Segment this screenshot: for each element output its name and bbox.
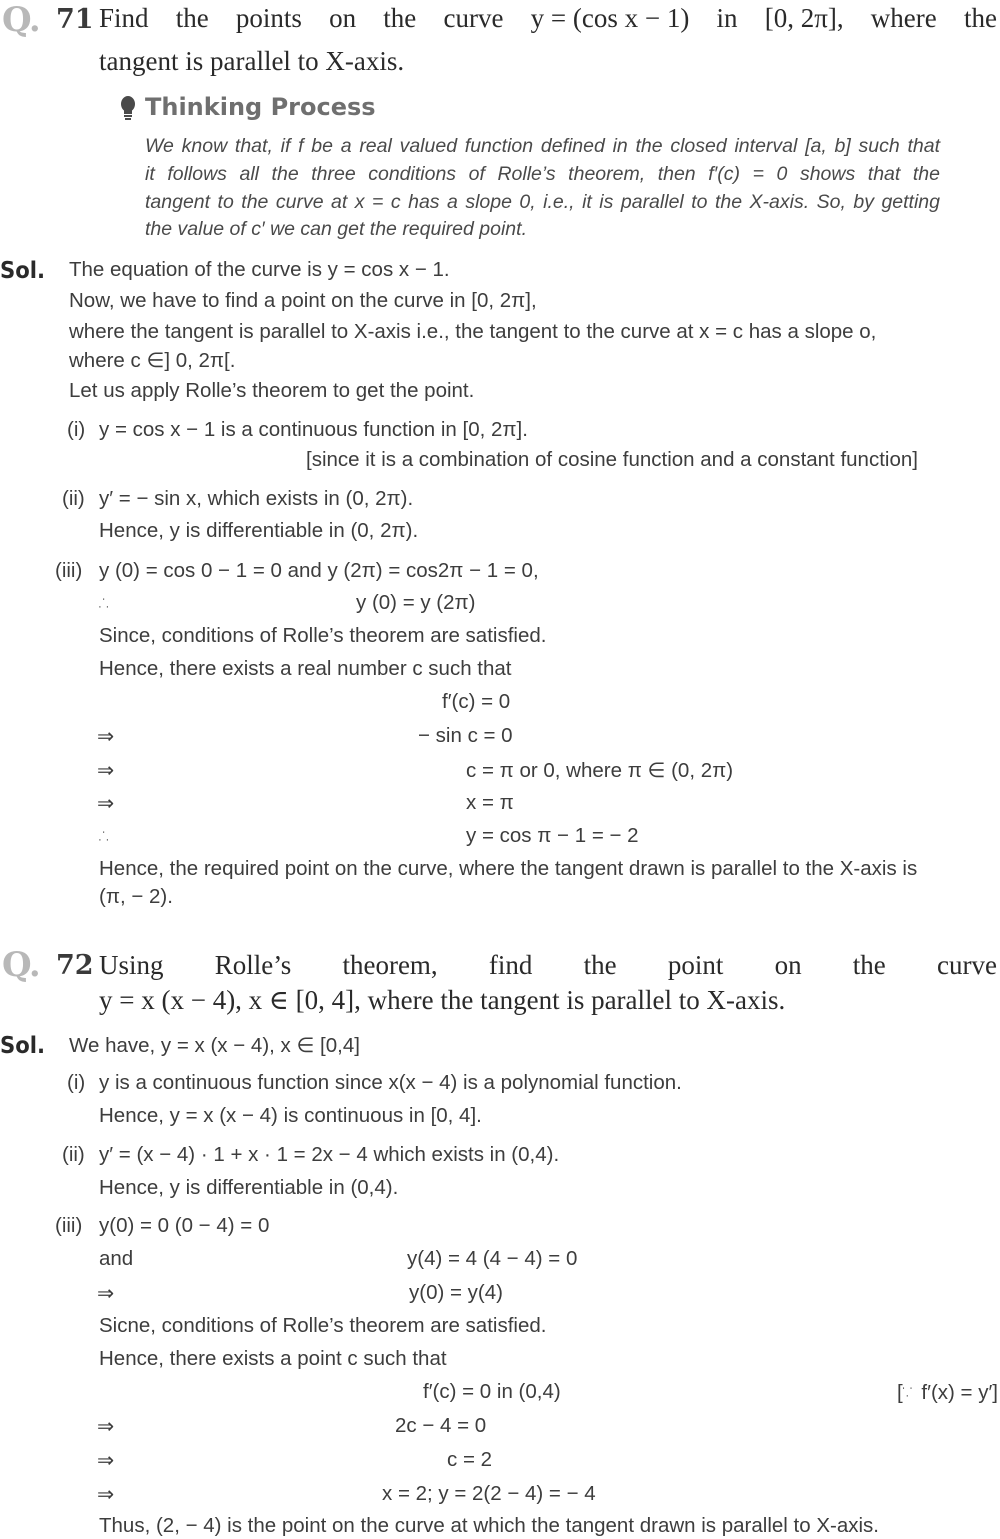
q71-word: [0, 2π], xyxy=(764,3,844,33)
implies-symbol: ⇒ xyxy=(97,792,115,815)
step-label: (ii) xyxy=(62,487,85,510)
step-text: Hence, there exists a real number c such that xyxy=(99,657,512,680)
thinking-line: We know that, if f be a real valued function defined in the closed interval [a, b] such that xyxy=(145,135,940,157)
conclusion: Thus, (2, − 4) is the point on the curve at which the tangent drawn is parallel to X-axis. xyxy=(99,1514,879,1537)
question-71-line-2: tangent is parallel to X-axis. xyxy=(99,46,405,76)
step-text: y (0) = cos 0 − 1 = 0 and y (2π) = cos2π − 1 = 0, xyxy=(99,559,539,582)
q72-word: curve xyxy=(937,950,997,980)
equation: c = π or 0, where π ∈ (0, 2π) xyxy=(466,759,734,782)
lightbulb-icon xyxy=(119,95,137,121)
solution-line: where the tangent is parallel to X-axis i.e., the tangent to the curve at x = c has a slope o, xyxy=(69,320,877,343)
step-text: Sicne, conditions of Rolle’s theorem are satisfied. xyxy=(99,1314,547,1337)
question-label-71: Q. xyxy=(2,0,40,40)
step-text: y′ = (x − 4) · 1 + x · 1 = 2x − 4 which exists in (0,4). xyxy=(99,1143,560,1166)
implies-symbol: ⇒ xyxy=(97,1415,115,1438)
question-label-72: Q. xyxy=(2,945,40,985)
equation: y(4) = 4 (4 − 4) = 0 xyxy=(407,1247,578,1270)
equation: − sin c = 0 xyxy=(418,724,513,747)
q71-word: in xyxy=(716,3,738,33)
q72-word: the xyxy=(852,950,886,980)
step-label: (iii) xyxy=(55,1214,83,1237)
thinking-line: it follows all the three conditions of Rolle’s theorem, then f′(c) = 0 shows that the xyxy=(145,163,940,185)
thinking-process-title: Thinking Process xyxy=(145,93,376,121)
q71-word: points xyxy=(235,3,302,33)
therefore-symbol: ∴ xyxy=(99,825,113,848)
step-label: (i) xyxy=(67,418,86,441)
q72-word: on xyxy=(774,950,802,980)
equation-note: [∵ f′(x) = y′] xyxy=(896,1381,998,1404)
step-label: (i) xyxy=(67,1071,86,1094)
solution-label-71: Sol. xyxy=(0,258,46,284)
step-text: Hence, y = x (x − 4) is continuous in [0, 4]. xyxy=(99,1104,482,1127)
conclusion: (π, − 2). xyxy=(99,885,173,908)
question-number-71: 71 xyxy=(56,4,94,35)
step-text: Since, conditions of Rolle’s theorem are satisfied. xyxy=(99,624,547,647)
solution-line: We have, y = x (x − 4), x ∈ [0,4] xyxy=(69,1034,360,1057)
step-label: (ii) xyxy=(62,1143,85,1166)
step-text: Hence, y is differentiable in (0,4). xyxy=(99,1176,399,1199)
step-text: y is a continuous function since x(x − 4) is a polynomial function. xyxy=(99,1071,682,1094)
step-text: Hence, there exists a point c such that xyxy=(99,1347,447,1370)
step-note: [since it is a combination of cosine function and a constant function] xyxy=(306,448,918,471)
q71-word: y = (cos x − 1) xyxy=(530,3,690,33)
q72-word: the xyxy=(583,950,617,980)
and-label: and xyxy=(99,1247,134,1270)
therefore-symbol: ∴ xyxy=(99,592,113,615)
equation: f′(c) = 0 xyxy=(442,690,511,713)
solution-line: Now, we have to find a point on the curve in [0, 2π], xyxy=(69,289,537,312)
q71-word: the xyxy=(963,3,997,33)
thinking-line: tangent to the curve at x = c has a slope 0, i.e., it is parallel to the X-axis. So, by getting xyxy=(145,191,940,213)
q72-word: point xyxy=(667,950,724,980)
solution-line: where c ∈] 0, 2π[. xyxy=(69,349,236,372)
q71-word: Find xyxy=(99,3,149,33)
q71-word: the xyxy=(175,3,209,33)
q72-word: Using xyxy=(99,950,164,980)
q71-word: the xyxy=(383,3,417,33)
step-text: Hence, y is differentiable in (0, 2π). xyxy=(99,519,419,542)
implies-symbol: ⇒ xyxy=(97,1483,115,1506)
implies-symbol: ⇒ xyxy=(97,1282,115,1305)
q72-word: find xyxy=(488,950,533,980)
equation: 2c − 4 = 0 xyxy=(395,1414,487,1437)
implies-symbol: ⇒ xyxy=(97,1449,115,1472)
solution-label-72: Sol. xyxy=(0,1033,46,1059)
equation: y(0) = y(4) xyxy=(409,1281,503,1304)
step-text: y(0) = 0 (0 − 4) = 0 xyxy=(99,1214,270,1237)
step-label: (iii) xyxy=(55,559,83,582)
equation: y = cos π − 1 = − 2 xyxy=(466,824,639,847)
implies-symbol: ⇒ xyxy=(97,759,115,782)
conclusion: Hence, the required point on the curve, where the tangent drawn is parallel to the X-axis is xyxy=(99,857,918,880)
equation: f′(c) = 0 in (0,4) xyxy=(423,1380,561,1403)
solution-line: Let us apply Rolle’s theorem to get the point. xyxy=(69,379,475,402)
q71-word: where xyxy=(870,3,937,33)
q71-word: on xyxy=(329,3,357,33)
question-number-72: 72 xyxy=(56,950,94,981)
implies-symbol: ⇒ xyxy=(97,725,115,748)
equation: y (0) = y (2π) xyxy=(356,591,476,614)
equation: x = 2; y = 2(2 − 4) = − 4 xyxy=(382,1482,596,1505)
step-text: y′ = − sin x, which exists in (0, 2π). xyxy=(99,487,414,510)
q72-word: Rolle’s xyxy=(214,950,292,980)
equation: c = 2 xyxy=(447,1448,493,1471)
question-72-line-2: y = x (x − 4), x ∈ [0, 4], where the tangent is parallel to X-axis. xyxy=(99,985,786,1015)
q71-word: curve xyxy=(443,3,504,33)
question-72-line-1 xyxy=(99,950,997,981)
equation: x = π xyxy=(466,791,514,814)
question-71-line-1 xyxy=(99,3,997,34)
step-text: y = cos x − 1 is a continuous function in [0, 2π]. xyxy=(99,418,528,441)
q72-word: theorem, xyxy=(342,950,438,980)
solution-line: The equation of the curve is y = cos x − 1. xyxy=(69,258,450,281)
thinking-line: the value of c′ we can get the required point. xyxy=(145,218,527,240)
